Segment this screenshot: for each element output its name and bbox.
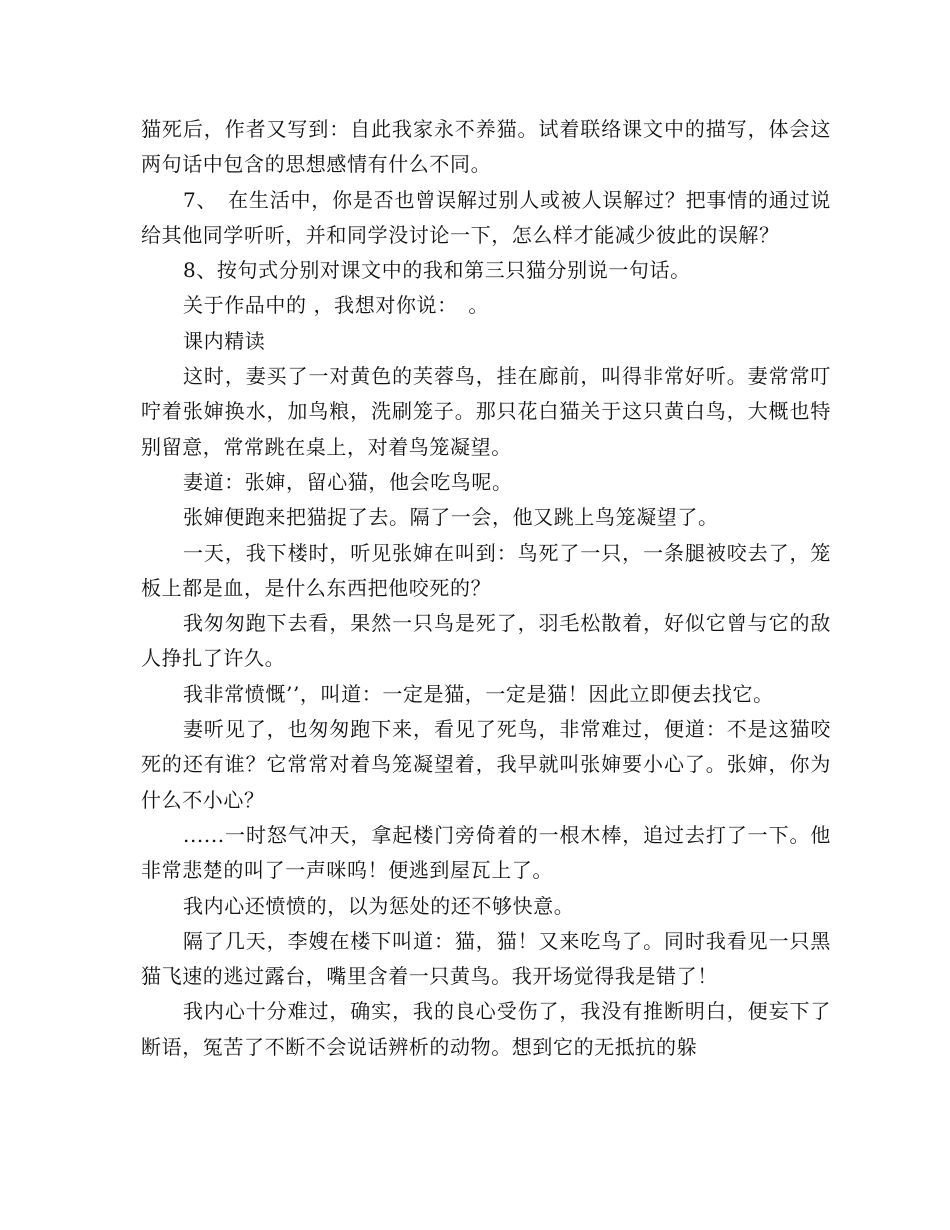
paragraph-sentence-pattern: 关于作品中的 ，我想对你说： 。 xyxy=(183,293,489,318)
paragraph-story-1: 这时，妻买了一对黄色的芙蓉鸟，挂在廊前，叫得非常好听。妻常常叮咛着张婶换水，加鸟粮，洗刷笼子。那只花白猫关于这只黄白鸟，大概也特别留意，常常跳在桌上，对着鸟笼凝望。 xyxy=(141,364,831,459)
paragraph-story-5: 我匆匆跑下去看，果然一只鸟是死了，羽毛松散着，好似它曾与它的敌人挣扎了许久。 xyxy=(141,611,831,671)
paragraph-story-3: 张婶便跑来把猫捉了去。隔了一会，他又跳上鸟笼凝望了。 xyxy=(183,505,719,530)
paragraph-question-8: 8、按句式分别对课文中的我和第三只猫分别说一句话。 xyxy=(183,258,691,283)
paragraph-question-6-continuation: 猫死后，作者又写到：自此我家永不养猫。试着联络课文中的描写，体会这两句话中包含的思想感情有什么不同。 xyxy=(141,117,831,177)
paragraph-story-6: 我非常愤慨’’，叫道：一定是猫，一定是猫！因此立即便去找它。 xyxy=(183,681,774,706)
document-body xyxy=(141,112,831,1065)
paragraph-story-2: 妻道：张婶，留心猫，他会吃鸟呢。 xyxy=(183,469,513,494)
paragraph-story-11: 我内心十分难过，确实，我的良心受伤了，我没有推断明白，便妄下了断语，冤苦了不断不会说话辨析的动物。想到它的无抵抗的躲 xyxy=(141,999,831,1059)
paragraph-story-9: 我内心还愤愤的，以为惩处的还不够快意。 xyxy=(183,893,575,918)
paragraph-story-4: 一天，我下楼时，听见张婶在叫到：鸟死了一只，一条腿被咬去了，笼板上都是血，是什么东西把他咬死的？ xyxy=(141,540,831,600)
paragraph-story-10: 隔了几天，李嫂在楼下叫道：猫，猫！又来吃鸟了。同时我看见一只黑猫飞速的逃过露台，嘴里含着一只黄鸟。我开场觉得我是错了！ xyxy=(141,928,831,989)
paragraph-story-8: ......一时怒气冲天，拿起楼门旁倚着的一根木棒，追过去打了一下。他非常悲楚的叫了一声咪呜！便逃到屋瓦上了。 xyxy=(141,822,831,883)
paragraph-question-7: 7、 在生活中，你是否也曾误解过别人或被人误解过？把事情的通过说给其他同学听听，并和同学没讨论一下，怎么样才能减少彼此的误解？ xyxy=(141,187,831,247)
paragraph-story-7: 妻听见了，也匆匆跑下来，看见了死鸟，非常难过，便道：不是这猫咬死的还有谁？它常常对着鸟笼凝望着，我早就叫张婶要小心了。张婶，你为什么不小心？ xyxy=(141,717,831,812)
section-heading-close-reading: 课内精读 xyxy=(183,328,266,353)
